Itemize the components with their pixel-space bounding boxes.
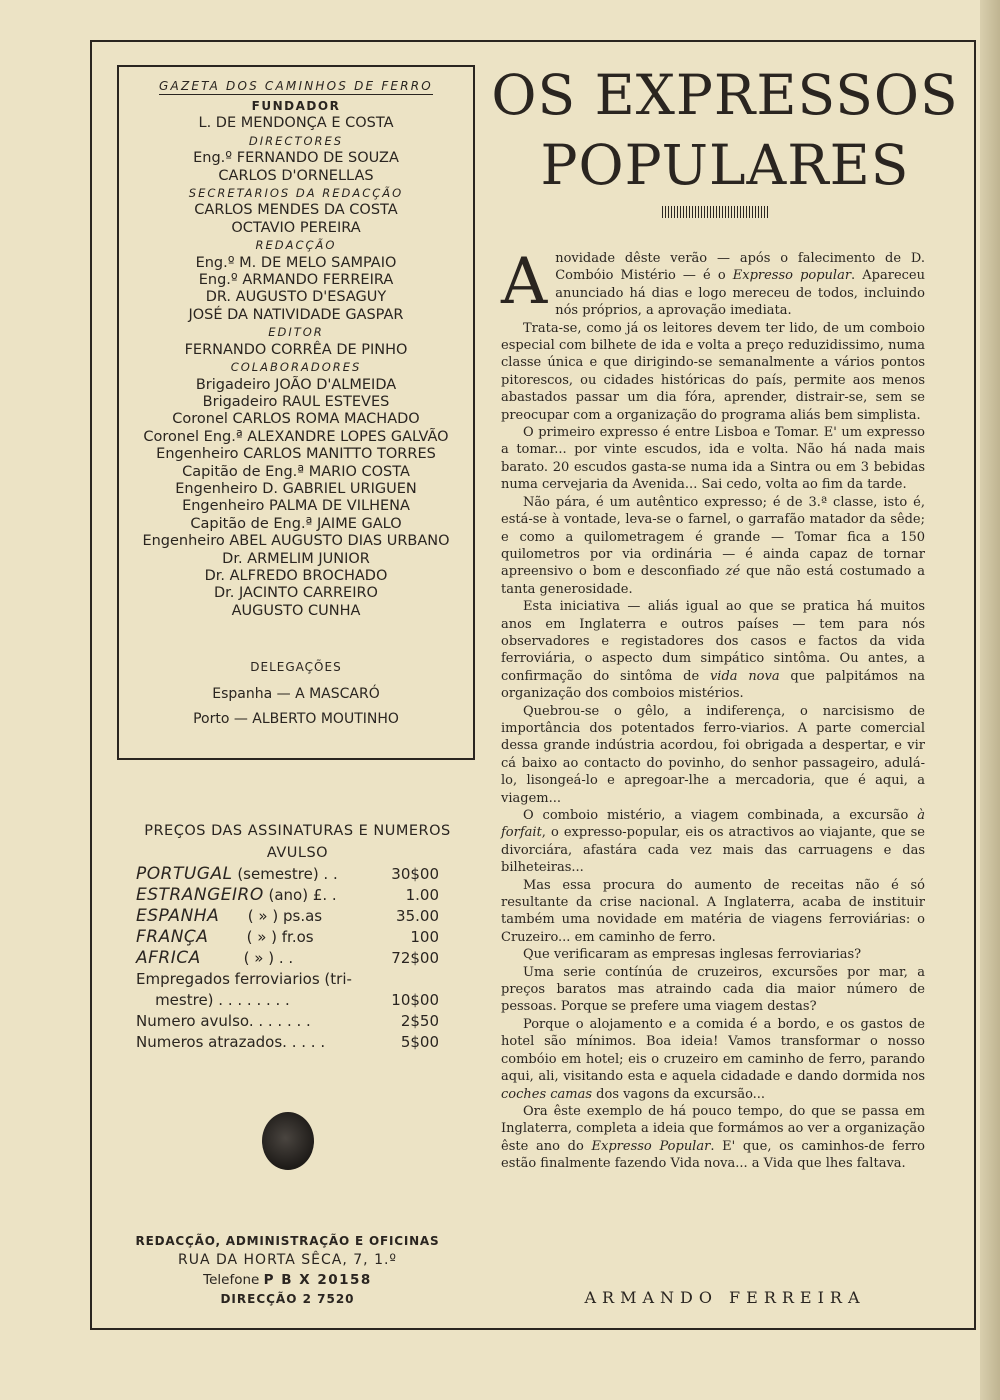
masthead-title: GAZETA DOS CAMINHOS DE FERRO <box>159 79 433 93</box>
price-item-name: Numero avulso. . . . . . . <box>136 1012 311 1030</box>
phone-label: Telefone <box>203 1272 260 1288</box>
price-item-detail: ( » ) . . <box>200 949 294 967</box>
staff-name: Eng.º FERNANDO DE SOUZA <box>193 150 399 167</box>
article-paragraph <box>501 877 925 947</box>
address-street: RUA DA HORTA SÊCA, 7, 1.º <box>177 1252 398 1268</box>
price-item-detail: ( » ) ps.as <box>219 907 323 925</box>
paragraph-text: que não está costumado a tanta generosidade. <box>501 564 925 597</box>
article-paragraph <box>501 320 925 424</box>
paragraph-text: Não pára, é um autêntico expresso; é de 3.ª classe, isto é, está-se à vontade, leva-se o farnel, o garrafão matador da sêde; e como a quilometragem é grande — Tomar fica a 150 quilometros por via ordinária — é ainda capaz de tornar apreensivo o bom e desconfiado <box>501 494 925 580</box>
staff-name: Dr. JACINTO CARREIRO <box>214 585 378 602</box>
article-paragraph <box>501 245 925 320</box>
paragraph-text: dos vagons da excursão... <box>592 1086 766 1102</box>
paragraph-text: . E' que, os caminhos-de ferro estão finalmente fazendo Vida nova... a Vida que lhes faltava. <box>501 1138 925 1172</box>
article-paragraph <box>501 703 925 807</box>
article-paragraph <box>501 1103 925 1173</box>
price-row <box>120 948 475 969</box>
staff-name: Eng.º ARMANDO FERREIRA <box>198 272 394 289</box>
price-row <box>120 906 475 927</box>
delegacoes-title: DELEGAÇÕES <box>250 660 342 675</box>
staff-heading: DIRECTORES <box>248 133 344 148</box>
price-item-value: 30$00 <box>391 865 439 883</box>
phone-value: P B X 20158 <box>263 1272 372 1288</box>
publisher-seal <box>262 1112 314 1170</box>
staff-name: Engenheiro PALMA DE VILHENA <box>182 498 410 515</box>
subscription-prices <box>120 820 475 1053</box>
price-row <box>120 1011 475 1032</box>
emphasis-text: coches camas <box>501 1086 593 1102</box>
address-phone <box>120 1270 455 1290</box>
article-paragraph <box>501 964 925 1016</box>
article-signature: ARMANDO FERREIRA <box>584 1288 866 1307</box>
price-row <box>120 1032 475 1053</box>
paragraph-text: O primeiro expresso é entre Lisboa e Tomar. E' um expresso a tomar... por vinte escudos, ida e volta. Não há nada mais barato. 20 escudos gasta-se numa ida a Sintra ou em 3 bebidas numa cervejaria da Avenida... Sai cedo, volta ao fim da tarde. <box>501 425 925 493</box>
article-paragraph <box>501 946 925 963</box>
staff-name: Engenheiro ABEL AUGUSTO DIAS URBANO <box>142 533 450 550</box>
price-row <box>120 927 475 948</box>
staff-name: Coronel Eng.ª ALEXANDRE LOPES GALVÃO <box>143 428 449 445</box>
price-item-name: FRANÇA <box>136 927 209 947</box>
paragraph-text: Trata-se, como já os leitores devem ter lido, de um comboio especial com bilhete de ida e volta a preço reduzidissimo, numa classe única e que dirigindo-se semanalmente a vários pontos pitorescos, ou cidades históricas do país, permite aos menos abastados passar um dia fóra, aprender, distrair-se, sem se preocupar com a organização do programa aliás bem simplista. <box>501 320 925 423</box>
price-item-value: 2$50 <box>400 1012 439 1030</box>
staff-name: DR. AUGUSTO D'ESAGUY <box>205 289 387 306</box>
page-spine-edge <box>980 0 1000 1400</box>
emphasis-text: Expresso Popular <box>591 1138 711 1154</box>
staff-heading: FUNDADOR <box>251 99 341 113</box>
delegacao-porto: Porto — ALBERTO MOUTINHO <box>193 711 399 728</box>
paragraph-text: Que verificaram as empresas inglesas ferroviarias? <box>523 947 862 963</box>
price-item-detail: (semestre) . . <box>232 865 338 883</box>
staff-name: CARLOS MENDES DA COSTA <box>194 202 398 219</box>
price-item-detail: ( » ) fr.os <box>208 928 314 946</box>
paragraph-text: Esta iniciativa — aliás igual ao que se pratica há muitos anos em Inglaterra e outros países — tem para nós observadores e registadores dos casos e factos da vida ferroviária, o aspecto dum simpático sintôma. Ou antes, a confirmação do sintôma de <box>501 599 925 684</box>
price-item-name: mestre) . . . . . . . . <box>136 991 290 1009</box>
price-item-value: 35.00 <box>396 907 439 925</box>
price-item-name: AFRICA <box>136 948 201 968</box>
price-item-name: PORTUGAL <box>136 864 233 884</box>
staff-name: OCTAVIO PEREIRA <box>231 219 361 236</box>
prices-title-line2: AVULSO <box>266 845 329 861</box>
paragraph-text: Ora êste exemplo de há pouco tempo, do que se passa em Inglaterra, completa a ideia que formámos ao ver a organização êste ano do <box>501 1103 925 1154</box>
emphasis-text: vida nova <box>709 668 780 684</box>
address-direccao: DIRECÇÃO 2 7520 <box>220 1292 355 1306</box>
paragraph-text: Uma serie contínúa de cruzeiros, excursões por mar, a preços baratos mas atraindo cada dia maior número de pessoas. Porque se prefere uma viagem destas? <box>501 964 925 1015</box>
price-table <box>120 864 475 1053</box>
emphasis-text: à forfait <box>501 808 925 841</box>
paragraph-text: que palpitámos na organização dos comboios mistérios. <box>501 668 925 702</box>
price-item-value: 10$00 <box>391 991 439 1009</box>
price-item-name: ESPANHA <box>136 906 220 926</box>
paragraph-text: Quebrou-se o gêlo, a indiferença, o narcisismo de importância dos potentados ferro-viarios. A parte comercial dessa grande indústria acordou, foi obrigada a despertar, e vir cá baixo ao contacto do povinho, do senhor passageiro, adulá-lo, lisongeá-lo e apregoar-lhe a mercadoria, que é aqui, a viagem... <box>501 703 925 806</box>
staff-heading: REDACÇÃO <box>255 238 337 253</box>
staff-name: Brigadeiro RAUL ESTEVES <box>202 393 390 410</box>
article-paragraph <box>501 1016 925 1103</box>
staff-name: Engenheiro CARLOS MANITTO TORRES <box>156 446 436 463</box>
paragraph-text: O comboio mistério, a viagem combinada, a excursão <box>523 808 918 823</box>
price-item-value: 72$00 <box>391 949 439 967</box>
staff-name: Brigadeiro JOÃO D'ALMEIDA <box>195 376 397 393</box>
article-title-line1: OS EXPRESSOS <box>491 63 959 127</box>
staff-heading: COLABORADORES <box>230 360 362 375</box>
staff-name: CARLOS D'ORNELLAS <box>218 167 374 184</box>
staff-name: Capitão de Eng.ª MARIO COSTA <box>182 463 410 480</box>
address-block <box>120 1232 455 1308</box>
delegacao-espanha: Espanha — A MASCARÓ <box>212 686 380 703</box>
article-body <box>501 245 925 1173</box>
price-row <box>120 990 475 1011</box>
article-title-line2: POPULARES <box>540 133 910 197</box>
staff-name: FERNANDO CORRÊA DE PINHO <box>184 341 408 358</box>
title-ornament <box>662 206 768 218</box>
article-paragraph <box>501 424 925 494</box>
price-item-name: Numeros atrazados. . . . . <box>136 1033 326 1051</box>
price-item-name: Empregados ferroviarios (tri- <box>136 970 352 988</box>
address-line1: REDACÇÃO, ADMINISTRAÇÃO E OFICINAS <box>135 1234 440 1248</box>
article-paragraph <box>501 494 925 598</box>
price-row <box>120 885 475 906</box>
price-item-value: 5$00 <box>400 1033 439 1051</box>
article-title <box>490 60 960 200</box>
paragraph-text: . Apareceu anunciado há dias e logo mereceu de todos, incluindo nós próprios, a aprovação imediata. <box>555 268 925 319</box>
paragraph-text: , o expresso-popular, eis os atractivos ao viajante, que se divorciára, afastára cada vez mais das carruagens e das bilheteiras... <box>501 825 925 876</box>
staff-name: Eng.º M. DE MELO SAMPAIO <box>195 254 397 271</box>
prices-title-line1: PREÇOS DAS ASSINATURAS E NUMEROS <box>144 823 451 839</box>
paragraph-text: novidade dêste verão — após o falecimento de D. Combóio Mistério — é o <box>555 251 925 284</box>
price-item-value: 1.00 <box>405 886 439 904</box>
paragraph-text: Porque o alojamento e a comida é a bordo, e os gastos de hotel são mínimos. Boa ideia! Vamos transformar o nosso combóio em hotel; eis o cruzeiro em caminho de ferro, parando aqui, ali, visitando esta e aquela cidadade e dando dormida nos <box>501 1016 925 1085</box>
staff-name: Capitão de Eng.ª JAIME GALO <box>190 515 402 532</box>
drop-cap: A <box>501 245 548 319</box>
staff-name: Dr. ALFREDO BROCHADO <box>204 567 388 584</box>
masthead-box <box>117 65 475 760</box>
staff-name: Coronel CARLOS ROMA MACHADO <box>172 411 420 428</box>
staff-heading: EDITOR <box>268 325 324 340</box>
staff-name: L. DE MENDONÇA E COSTA <box>198 115 394 132</box>
article-paragraph <box>501 807 925 877</box>
staff-name: Engenheiro D. GABRIEL URIGUEN <box>175 480 417 497</box>
price-row <box>120 864 475 885</box>
staff-name: AUGUSTO CUNHA <box>231 602 361 619</box>
price-item-value: 100 <box>410 928 439 946</box>
price-item-detail: (ano) £. . <box>263 886 337 904</box>
article-paragraph <box>501 598 925 702</box>
price-item-name: ESTRANGEIRO <box>136 885 264 905</box>
staff-name: JOSÉ DA NATIVIDADE GASPAR <box>188 306 404 323</box>
emphasis-text: zé <box>725 564 741 580</box>
emphasis-text: Expresso popular <box>732 268 852 284</box>
masthead-staff-list <box>119 98 473 620</box>
staff-heading: SECRETARIOS DA REDACÇÃO <box>188 186 404 201</box>
price-row <box>120 969 475 990</box>
staff-name: Dr. ARMELIM JUNIOR <box>222 550 370 567</box>
paragraph-text: Mas essa procura do aumento de receitas não é só resultante da crise nacional. A Inglaterra, acaba de instituir também uma novidade em matéria de viagens ferroviárias: o Cruzeiro... em caminho de ferro. <box>501 877 925 945</box>
